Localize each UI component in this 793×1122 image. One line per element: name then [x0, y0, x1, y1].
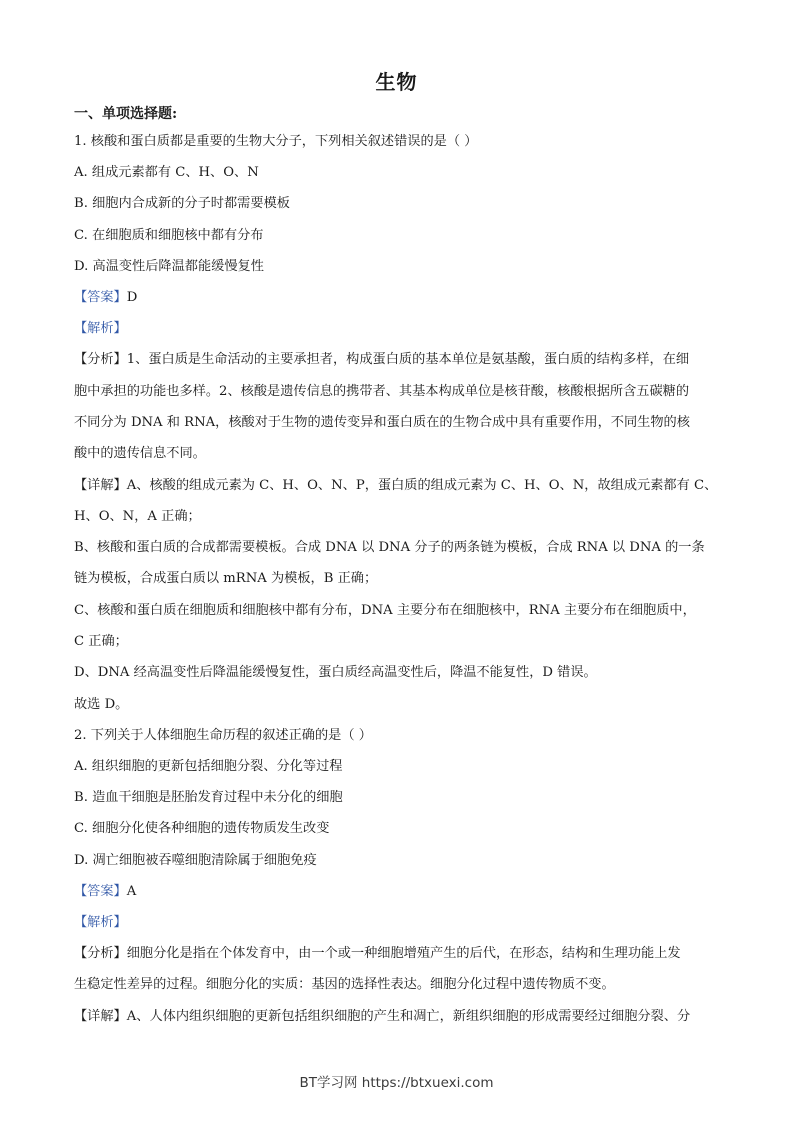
q1-fenxi-line: 胞中承担的功能也多样。2、核酸是遗传信息的携带者、其基本构成单位是核苷酸，核酸根据所含五碳糖的	[74, 384, 690, 399]
q1-fenxi-line: 酸中的遗传信息不同。	[74, 446, 206, 461]
q2-answer	[74, 882, 724, 902]
q1-option-a: A. 组成元素都有 C、H、O、N	[74, 165, 259, 180]
q1-xiangjie-line: C 正确；	[74, 634, 128, 649]
q2-analysis-tag	[74, 913, 724, 933]
answer-tag: 【答案】	[74, 290, 127, 305]
q2-stem: 2. 下列关于人体细胞生命历程的叙述正确的是（ ）	[74, 728, 372, 743]
q2-fenxi-line: 生稳定性差异的过程。细胞分化的实质：基因的选择性表达。细胞分化过程中遗传物质不变。	[74, 977, 615, 992]
fenxi-tag: 【分析】	[74, 946, 127, 961]
q1-xiangjie-line	[74, 476, 724, 496]
q1-option-b: B. 细胞内合成新的分子时都需要模板	[74, 196, 290, 211]
q1-xiangjie-line: H、O、N，A 正确；	[74, 509, 201, 524]
q1-answer	[74, 288, 724, 308]
xiangjie-tag: 【详解】	[74, 1009, 127, 1024]
q1-option-d: D. 高温变性后降温都能缓慢复性	[74, 259, 264, 274]
analysis-tag: 【解析】	[74, 321, 127, 336]
xiangjie-text: A、核酸的组成元素为 C、H、O、N、P，蛋白质的组成元素为 C、H、O、N，故组成元素都有 C、	[126, 478, 718, 493]
q1-conclusion: 故选 D。	[74, 697, 129, 712]
footer-watermark: BT学习网 https://btxuexi.com	[299, 1075, 494, 1091]
xiangjie-text: A、人体内组织细胞的更新包括组织细胞的产生和凋亡，新组织细胞的形成需要经过细胞分裂、分	[126, 1009, 691, 1024]
answer-value: D	[126, 290, 138, 305]
answer-tag: 【答案】	[74, 884, 127, 899]
analysis-tag: 【解析】	[74, 915, 127, 930]
fenxi-text: 细胞分化是指在个体发育中，由一个或一种细胞增殖产生的后代，在形态，结构和生理功能上发	[126, 946, 681, 961]
q1-fenxi-line	[74, 350, 724, 370]
q1-xiangjie-line: C、核酸和蛋白质在细胞质和细胞核中都有分布，DNA 主要分布在细胞核中，RNA 主要分布在细胞质中，	[74, 603, 696, 618]
xiangjie-tag: 【详解】	[74, 478, 127, 493]
q2-option-a: A. 组织细胞的更新包括细胞分裂、分化等过程	[74, 759, 343, 774]
q1-stem: 1. 核酸和蛋白质都是重要的生物大分子，下列相关叙述错误的是（ ）	[74, 134, 478, 149]
q1-xiangjie-line: 链为模板，合成蛋白质以 mRNA 为模板，B 正确；	[74, 571, 378, 586]
q1-fenxi-line: 不同分为 DNA 和 RNA，核酸对于生物的遗传变异和蛋白质在的生物合成中具有重要作用，不同生物的核	[74, 415, 690, 430]
q2-option-b: B. 造血干细胞是胚胎发育过程中未分化的细胞	[74, 790, 343, 805]
answer-value: A	[126, 884, 137, 899]
fenxi-text: 1、蛋白质是生命活动的主要承担者，构成蛋白质的基本单位是氨基酸，蛋白质的结构多样，在细	[126, 352, 690, 367]
q1-xiangjie-line: B、核酸和蛋白质的合成都需要模板。合成 DNA 以 DNA 分子的两条链为模板，合成 RNA 以 DNA 的一条	[74, 540, 705, 555]
q2-option-c: C. 细胞分化使各种细胞的遗传物质发生改变	[74, 821, 330, 836]
q2-fenxi-line	[74, 944, 724, 964]
section-heading: 一、单项选择题:	[74, 106, 178, 122]
q1-xiangjie-line: D、DNA 经高温变性后降温能缓慢复性，蛋白质经高温变性后，降温不能复性，D 错误。	[74, 665, 597, 680]
page-title: 生物	[375, 70, 418, 94]
q1-option-c: C. 在细胞质和细胞核中都有分布	[74, 228, 264, 243]
fenxi-tag: 【分析】	[74, 352, 127, 367]
q1-analysis-tag	[74, 319, 724, 339]
q2-option-d: D. 凋亡细胞被吞噬细胞清除属于细胞免疫	[74, 853, 317, 868]
q2-xiangjie-line	[74, 1007, 724, 1027]
